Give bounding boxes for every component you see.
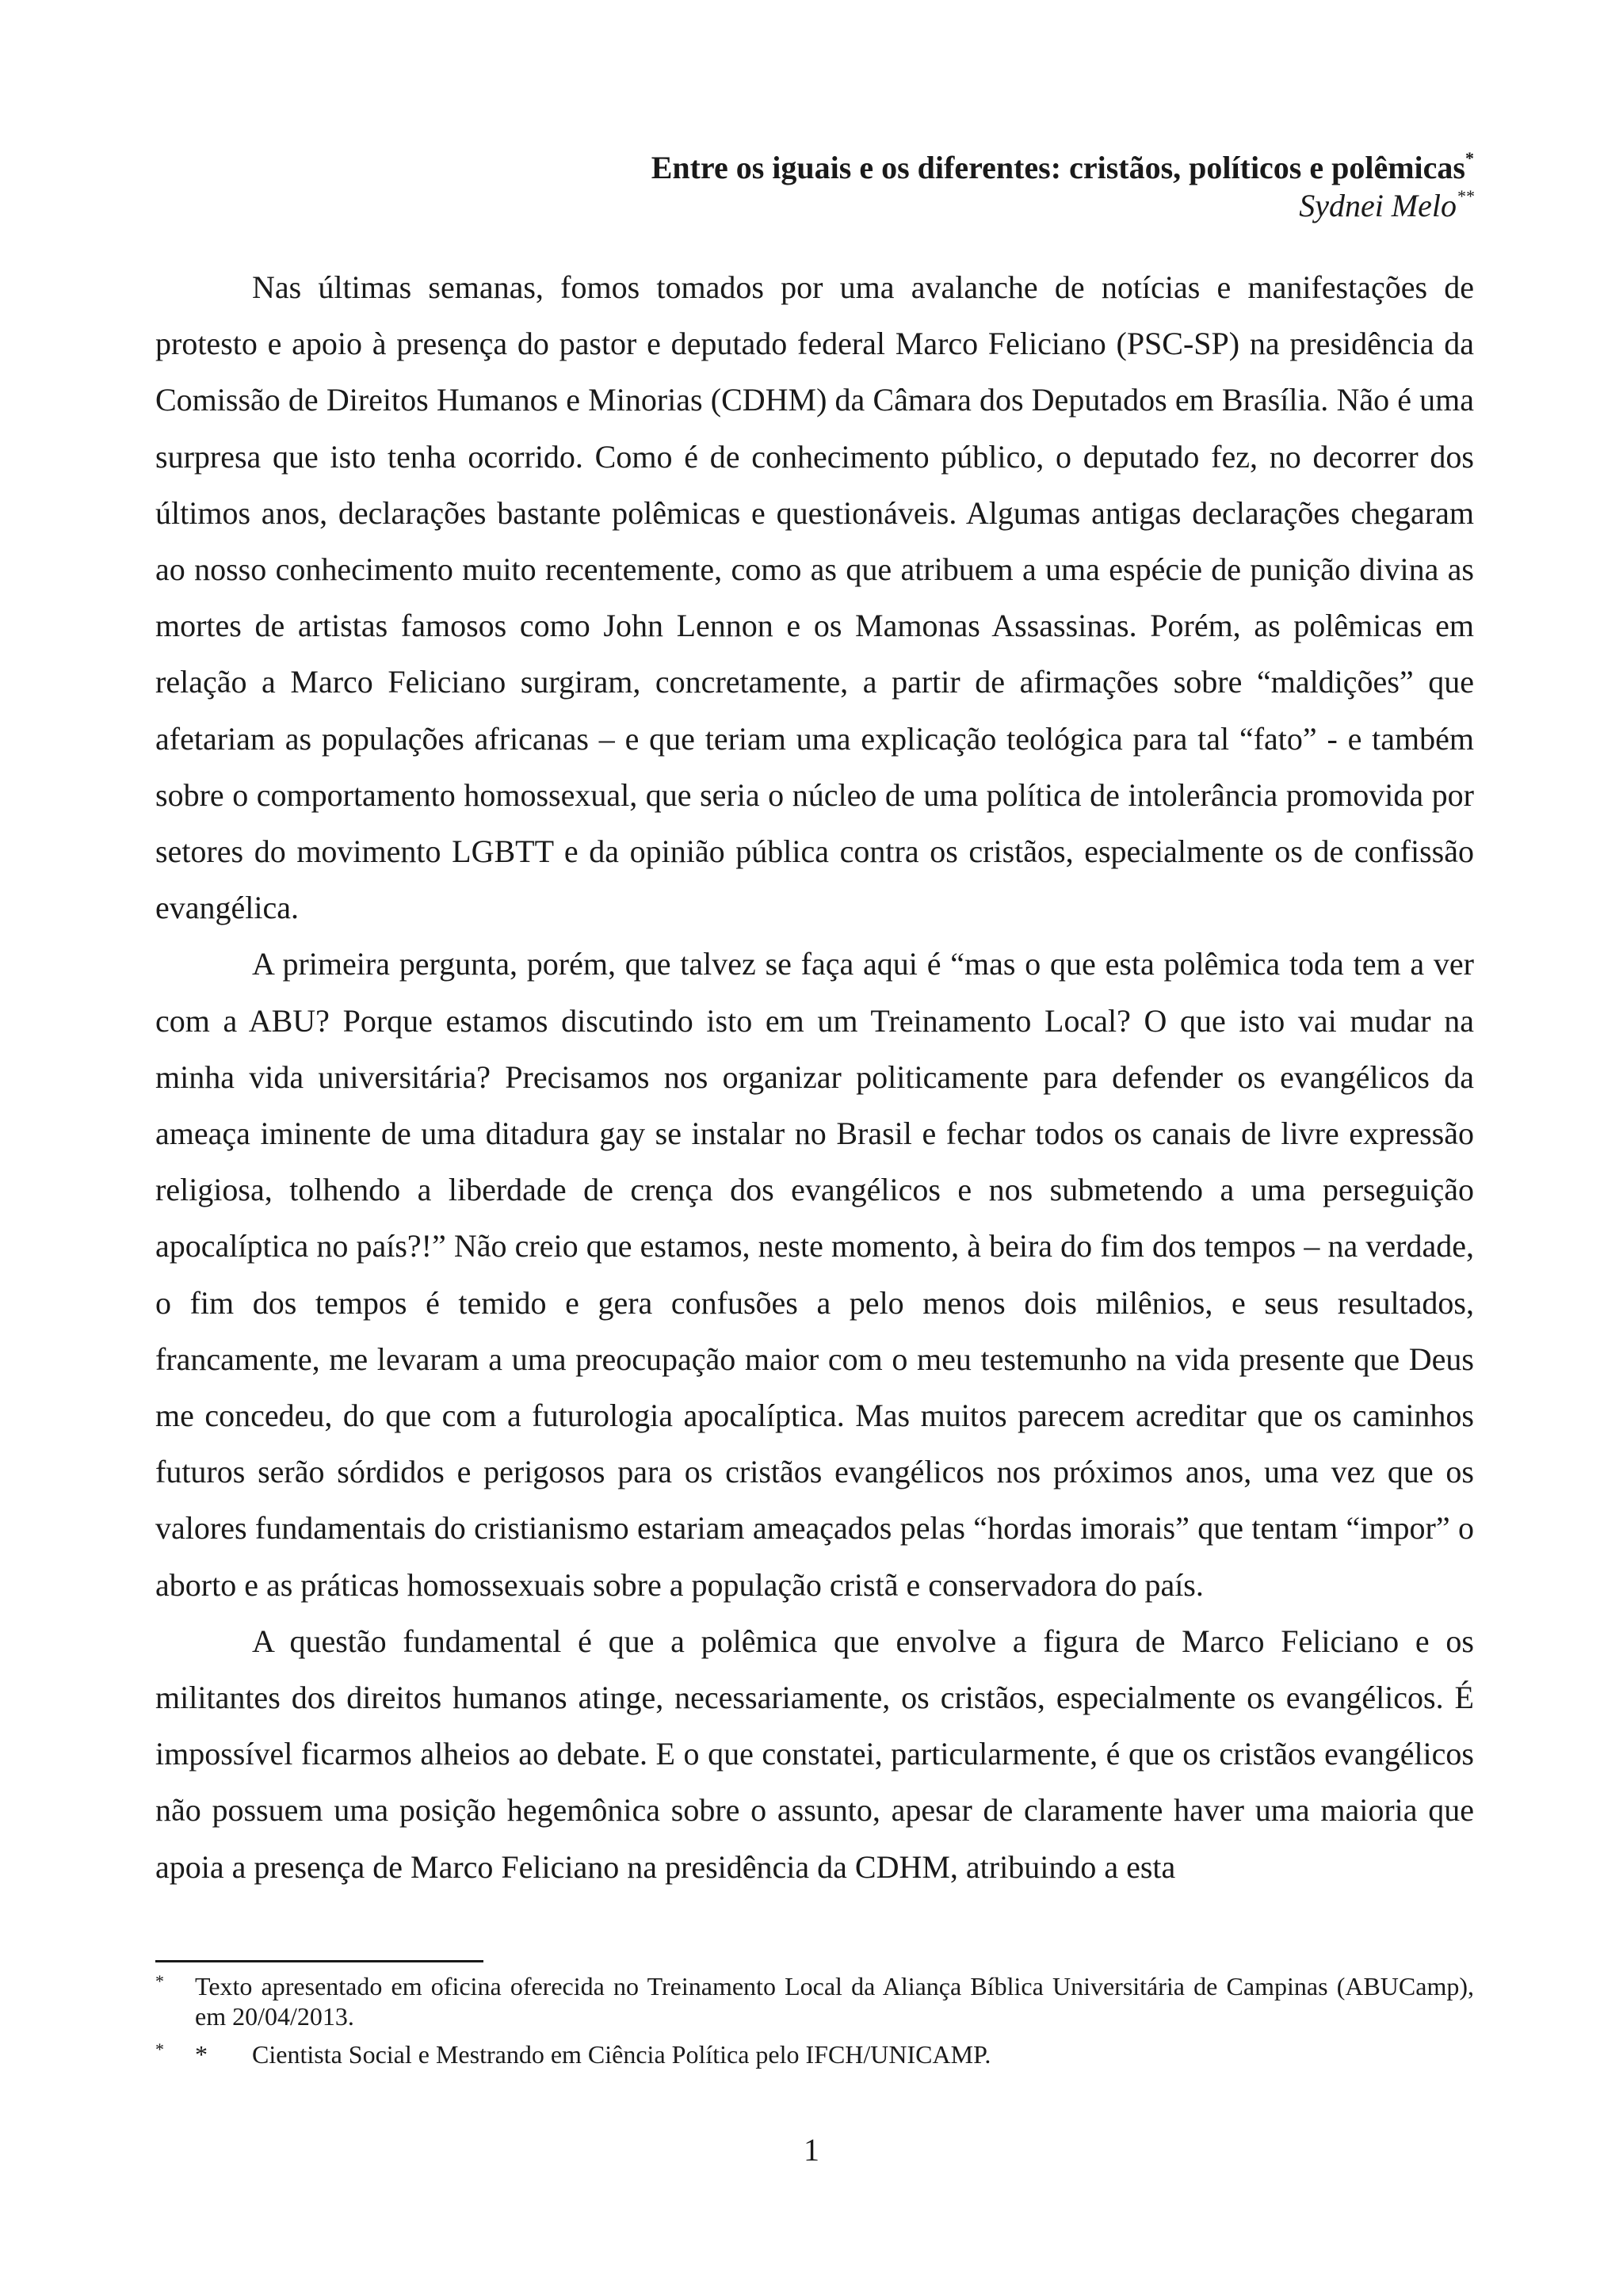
author-footnote-mark: ** (1457, 185, 1474, 206)
title-text: Entre os iguais e os diferentes: cristãos, políticos e polêmicas (651, 150, 1465, 185)
page-number: 1 (804, 2132, 819, 2168)
footnotes (155, 1971, 1474, 2069)
footnote-1-text: Texto apresentado em oficina oferecida no Treinamento Local da Aliança Bíblica Universitária de Campinas (ABUCamp), em 20/04/2013. (195, 1972, 1474, 2031)
footnote-2-inner-mark: * (195, 2040, 208, 2069)
footnote-2-mark: * (155, 2039, 164, 2059)
footnote-separator (155, 1960, 483, 1962)
paragraph-1: Nas últimas semanas, fomos tomados por uma avalanche de notícias e manifestações de protesto e apoio à presença do pastor e deputado federal Marco Feliciano (PSC-SP) na presidência da Comissão de Direitos Humanos e Minorias (CDHM) da Câmara dos Deputados em Brasília. Não é uma surpresa que isto tenha ocorrido. Como é de conhecimento público, o deputado fez, no decorrer dos últimos anos, declarações bastante polêmicas e questionáveis. Algumas antigas declarações chegaram ao nosso conhecimento muito recentemente, como as que atribuem a uma espécie de punição divina as mortes de artistas famosos como John Lennon e os Mamonas Assassinas. Porém, as polêmicas em relação a Marco Feliciano surgiram, concretamente, a partir de afirmações sobre “maldições” que afetariam as populações africanas – e que teriam uma explicação teológica para tal “fato” - e também sobre o comportamento homossexual, que seria o núcleo de uma política de intolerância promovida por setores do movimento LGBTT e da opinião pública contra os cristãos, especialmente os de confissão evangélica. (155, 269, 1474, 926)
paragraph-3: A questão fundamental é que a polêmica que envolve a figura de Marco Feliciano e os militantes dos direitos humanos atinge, necessariamente, os cristãos, especialmente os evangélicos. É impossível ficarmos alheios ao debate. E o que constatei, particularmente, é que os cristãos evangélicos não possuem uma posição hegemônica sobre o assunto, apesar de claramente haver uma maioria que apoia a presença de Marco Feliciano na presidência da CDHM, atribuindo a esta (155, 1623, 1474, 1885)
author-text: Sydnei Melo (1299, 188, 1457, 223)
footnote-1 (155, 1971, 1474, 2031)
header (155, 149, 1474, 225)
footnote-1-mark: * (155, 1971, 164, 1991)
document-title (155, 149, 1474, 187)
author-name (155, 187, 1474, 225)
footnote-2-text: Cientista Social e Mestrando em Ciência Política pelo IFCH/UNICAMP. (252, 2040, 991, 2069)
footnote-2 (155, 2039, 1474, 2069)
body-text (155, 259, 1474, 1895)
title-footnote-mark: * (1465, 147, 1474, 168)
paragraph-2: A primeira pergunta, porém, que talvez se faça aqui é “mas o que esta polêmica toda tem a ver com a ABU? Porque estamos discutindo isto em um Treinamento Local? O que isto vai mudar na minha vida universitária? Precisamos nos organizar politicamente para defender os evangélicos da ameaça iminente de uma ditadura gay se instalar no Brasil e fechar todos os canais de livre expressão religiosa, tolhendo a liberdade de crença dos evangélicos e nos submetendo a uma perseguição apocalíptica no país?!” Não creio que estamos, neste momento, à beira do fim dos tempos – na verdade, o fim dos tempos é temido e gera confusões a pelo menos dois milênios, e seus resultados, francamente, me levaram a uma preocupação maior com o meu testemunho na vida presente que Deus me concedeu, do que com a futurologia apocalíptica. Mas muitos parecem acreditar que os caminhos futuros serão sórdidos e perigosos para os cristãos evangélicos nos próximos anos, uma vez que os valores fundamentais do cristianismo estariam ameaçados pelas “hordas imorais” que tentam “impor” o aborto e as práticas homossexuais sobre a população cristã e conservadora do país. (155, 946, 1474, 1603)
